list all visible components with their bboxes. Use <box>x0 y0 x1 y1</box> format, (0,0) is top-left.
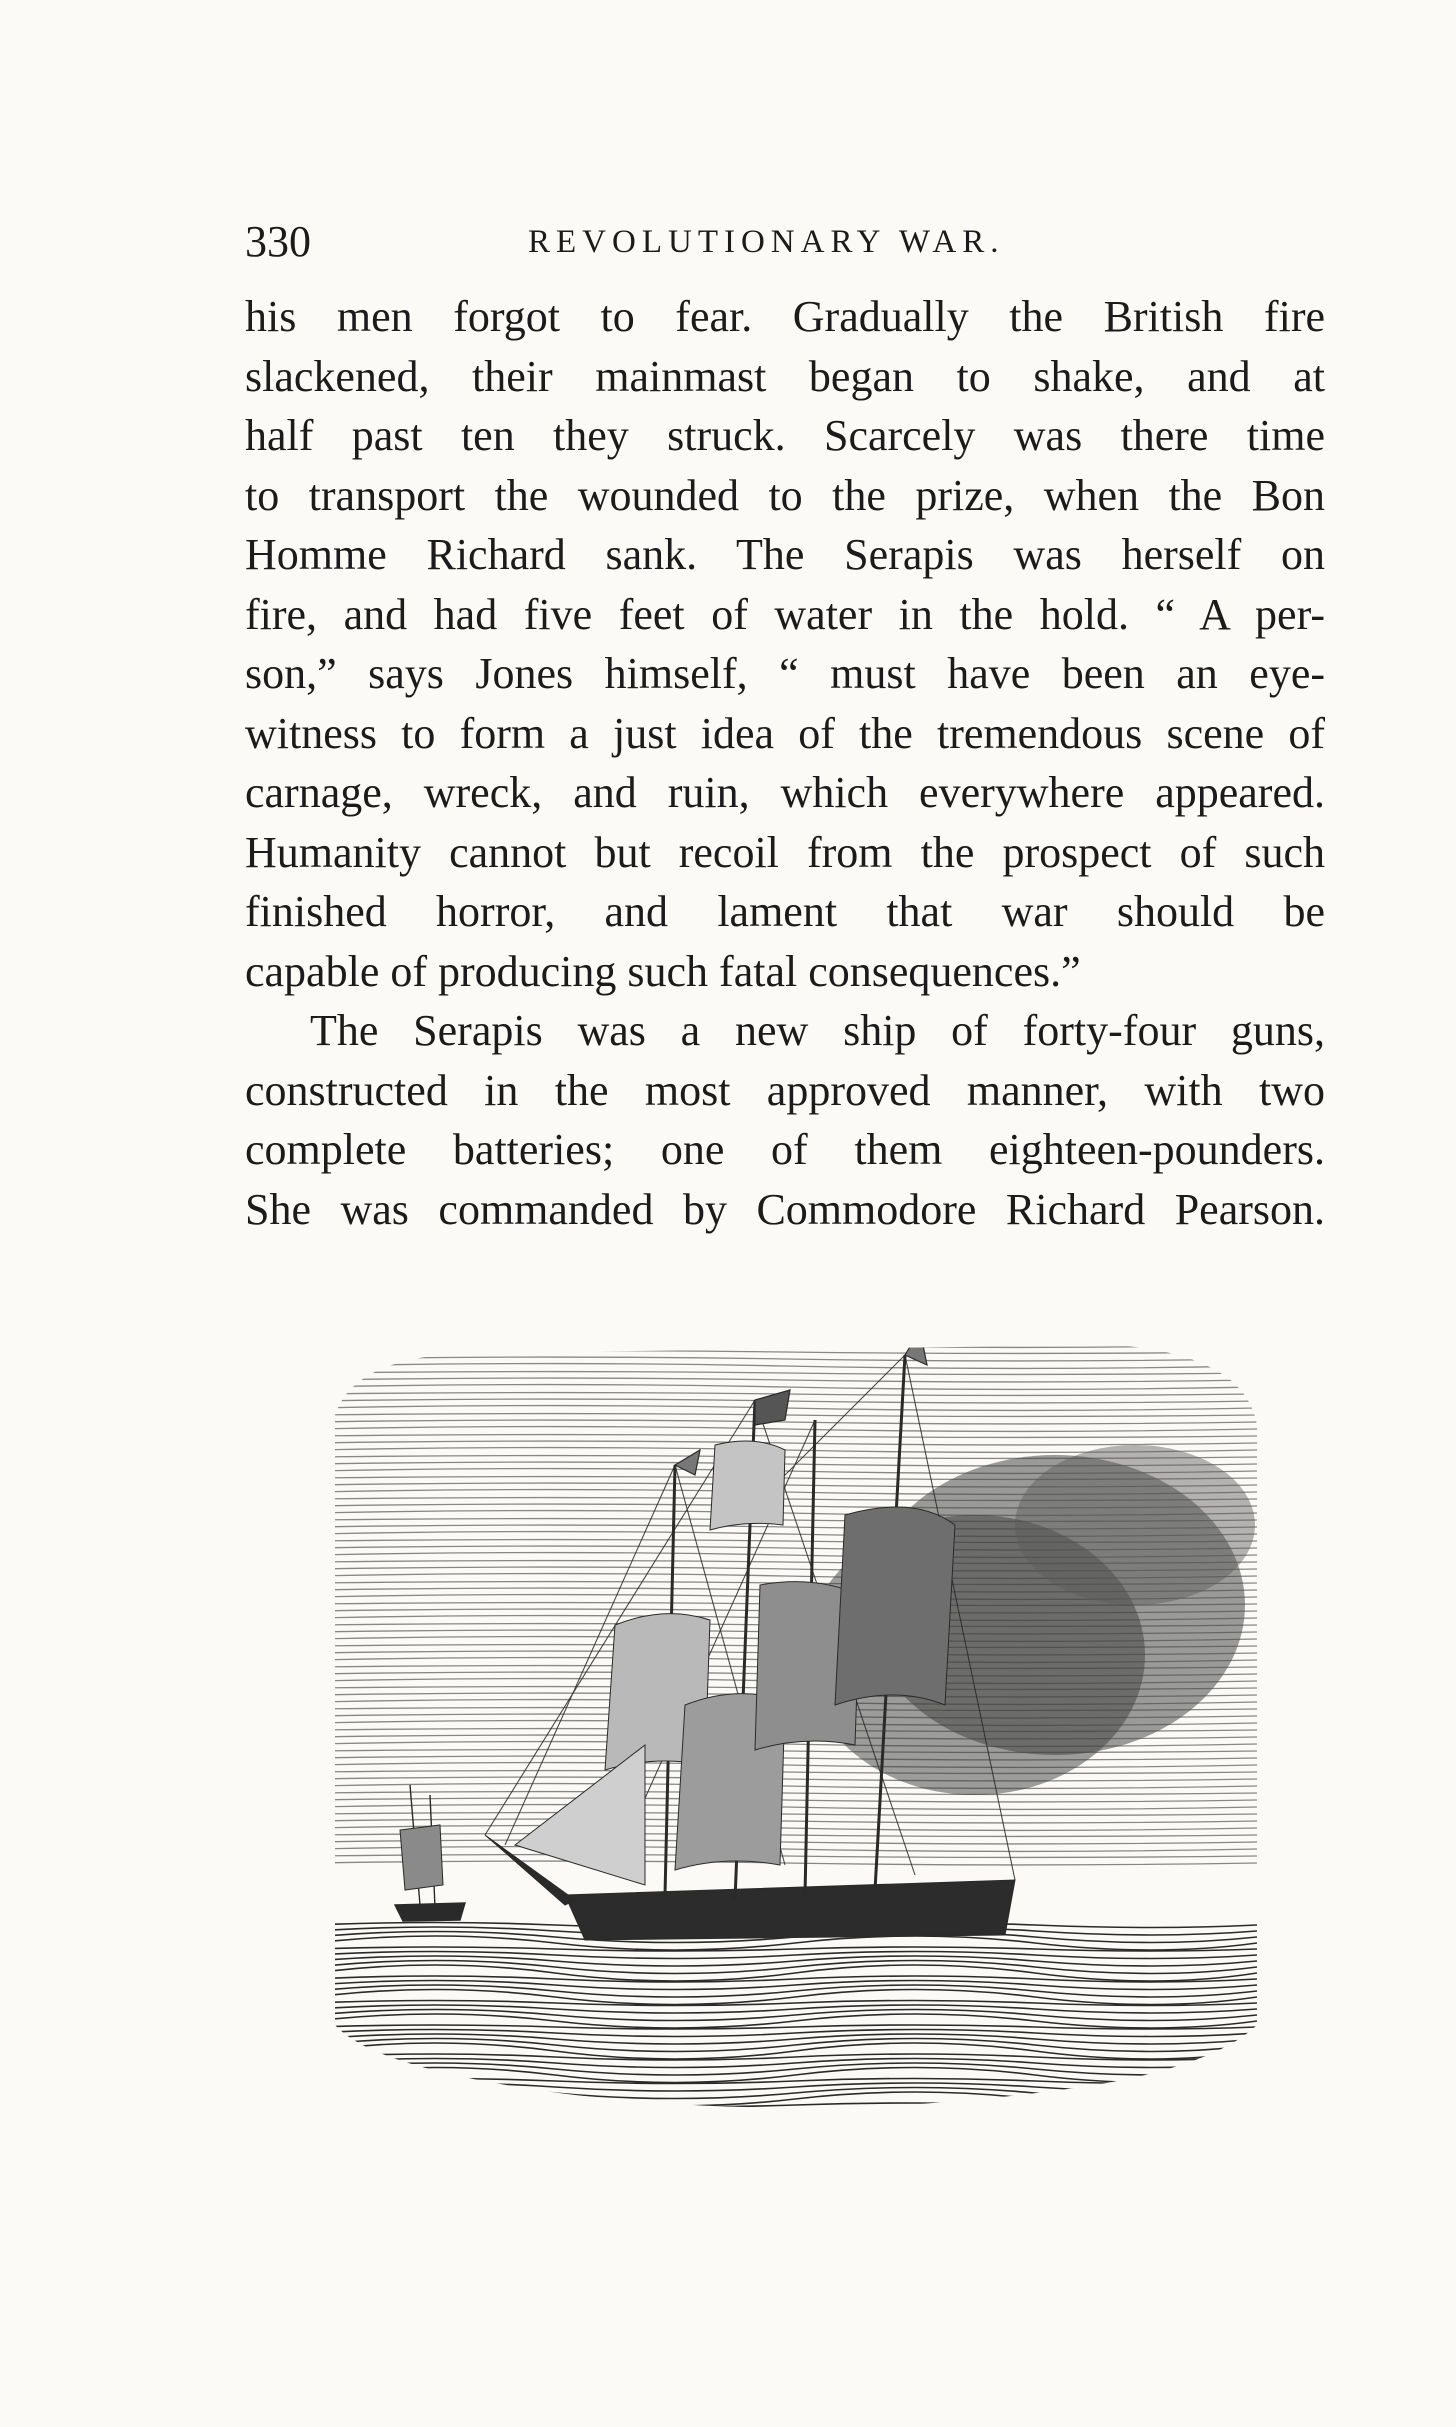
sea-wave-line <box>315 2112 1257 2120</box>
sky-hatch-line <box>315 1750 1257 1753</box>
sea-wave-line <box>315 1952 1257 1959</box>
ship-battle-engraving <box>315 1325 1257 2120</box>
text-line: finished horror, and lament that war should be <box>245 887 1325 936</box>
sky-hatch-line <box>315 1771 1257 1774</box>
sky-hatch-line <box>315 1420 1257 1424</box>
text-line: She was commanded by Commodore Richard Pearson. <box>245 1184 1325 1234</box>
text-line: capable of producing such fatal consequences.” <box>245 946 1081 996</box>
sky-hatch-line <box>315 1378 1257 1382</box>
sea-wave-line <box>315 2088 1257 2099</box>
text-line: to transport the wounded to the prize, when the Bon <box>245 470 1325 520</box>
sea-wave-line <box>315 2030 1257 2037</box>
sky-hatch-line <box>315 1819 1257 1823</box>
text-line: complete batteries; one of them eighteen-pounders. <box>245 1125 1325 1174</box>
sky-hatch-line <box>315 1798 1257 1802</box>
ship-sails <box>515 1441 955 1885</box>
engraving-svg <box>315 1325 1257 2120</box>
sky-hatch-line <box>315 1385 1257 1390</box>
text-line: slackened, their mainmast began to shake, and at <box>245 351 1325 401</box>
sky-hatch-line <box>315 1861 1257 1865</box>
sky-hatch-line <box>315 1364 1257 1369</box>
sky-hatch-line <box>315 1777 1257 1781</box>
sky-hatch-line <box>315 1441 1257 1445</box>
sea-wave-line <box>315 2103 1257 2107</box>
running-title: REVOLUTIONARY WAR. <box>528 224 1005 260</box>
sky-hatch-line <box>315 1784 1257 1789</box>
sky-hatch-line <box>315 1792 1257 1795</box>
text-line: constructed in the most approved manner, with two <box>245 1065 1325 1115</box>
text-line: Homme Richard sank. The Serapis was herself on <box>245 530 1325 579</box>
sky-hatch-line <box>315 1351 1257 1354</box>
page-number: 330 <box>245 217 311 266</box>
sea-waves <box>315 1923 1257 2121</box>
sky-hatch-line <box>315 1826 1257 1831</box>
running-head <box>245 212 1325 272</box>
sky-hatch-line <box>315 1805 1257 1810</box>
sky-hatch-line <box>315 1834 1257 1837</box>
body-text <box>245 287 1325 1239</box>
sky-hatch-line <box>315 1357 1257 1361</box>
sky-hatch-line <box>315 1435 1257 1438</box>
sea-wave-line <box>315 2083 1257 2091</box>
sea-wave-line <box>315 1985 1257 1997</box>
text-line: half past ten they struck. Scarcely was there time <box>245 411 1325 460</box>
sky-hatch-line <box>315 1756 1257 1760</box>
sky-hatch-line <box>315 1427 1257 1432</box>
text-line: carnage, wreck, and ruin, which everywhere appeared. <box>245 768 1325 817</box>
sky-hatch-line <box>315 1855 1257 1858</box>
text-line: fire, and had five feet of water in the hold. “ A per- <box>245 589 1325 639</box>
sky-hatch-line <box>315 1763 1257 1768</box>
text-line: The Serapis was a new ship of forty-four guns, <box>310 1006 1325 1055</box>
sky-hatch-line <box>315 1343 1257 1348</box>
sea-wave-line <box>315 2108 1257 2115</box>
sky-hatch-line <box>315 1847 1257 1852</box>
sky-hatch-line <box>315 1840 1257 1844</box>
text-line: son,” says Jones himself, “ must have been an eye- <box>245 649 1325 698</box>
text-line: Humanity cannot but recoil from the prospect of such <box>245 827 1325 877</box>
text-line: his men forgot to fear. Gradually the British fire <box>245 292 1325 341</box>
sea-wave-line <box>315 2063 1257 2075</box>
sky-hatch-line <box>315 1813 1257 1816</box>
text-line: witness to form a just idea of the tremendous scene of <box>245 708 1325 758</box>
sky-hatch-line <box>315 1372 1257 1375</box>
